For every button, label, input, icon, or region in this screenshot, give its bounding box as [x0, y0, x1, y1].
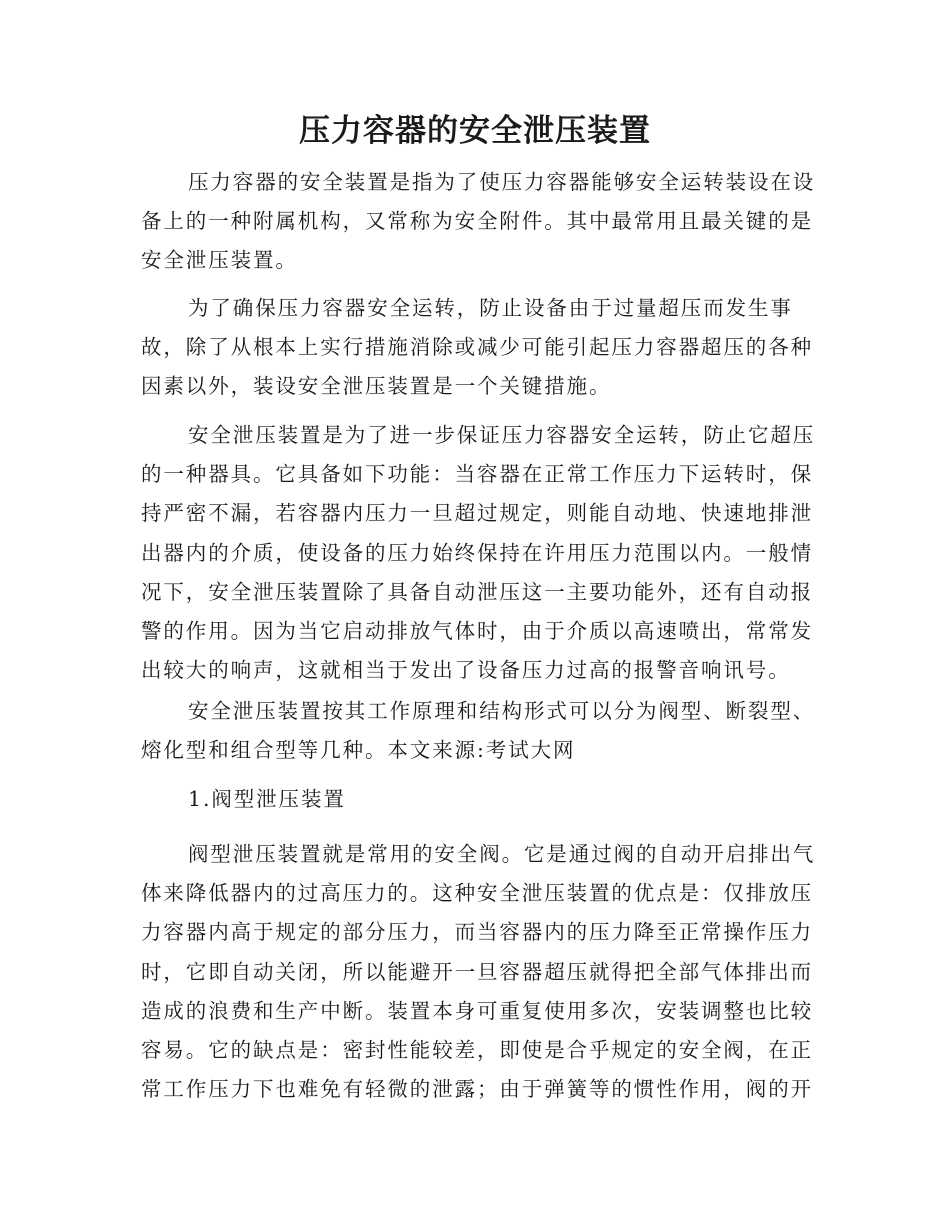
paragraph-line: 况下，安全泄压装置除了具备自动泄压这一主要功能外，还有自动报: [141, 579, 813, 604]
section-heading-text: 1.阀型泄压装置: [188, 787, 346, 811]
paragraph-line: 备上的一种附属机构，又常称为安全附件。其中最常用且最关键的是: [141, 209, 813, 234]
paragraph-3: [141, 416, 816, 690]
section-heading: [141, 780, 796, 819]
paragraph-line: 常工作压力下也难免有轻微的泄露；由于弹簧等的惯性作用，阀的开: [141, 1077, 813, 1102]
paragraph-line: 的一种器具。它具备如下功能：当容器在正常工作压力下运转时，保: [141, 462, 813, 487]
paragraph-line: 造成的浪费和生产中断。装置本身可重复使用多次，安装调整也比较: [141, 998, 813, 1023]
paragraph-4: [141, 692, 816, 770]
paragraph-line: 因素以外，装设安全泄压装置是一个关键措施。: [141, 374, 612, 399]
paragraph-1: [141, 163, 816, 281]
paragraph-line: 安全泄压装置按其工作原理和结构形式可以分为阀型、断裂型、: [188, 699, 816, 723]
paragraph-line: 安全泄压装置是为了进一步保证压力容器安全运转，防止它超压: [188, 423, 816, 447]
paragraph-line: 容易。它的缺点是：密封性能较差，即使是合乎规定的安全阀，在正: [141, 1038, 813, 1063]
paragraph-line: 持严密不漏，若容器内压力一旦超过规定，则能自动地、快速地排泄: [141, 501, 813, 526]
paragraph-line: 熔化型和组合型等几种。本文来源:考试大网: [141, 738, 576, 763]
paragraph-line: 体来降低器内的过高压力的。这种安全泄压装置的优点是：仅排放压: [141, 881, 813, 906]
paragraph-line: 警的作用。因为当它启动排放气体时，由于介质以高速喷出，常常发: [141, 619, 813, 644]
paragraph-line: 阀型泄压装置就是常用的安全阀。它是通过阀的自动开启排出气: [188, 842, 816, 866]
paragraph-line: 出较大的响声，这就相当于发出了设备压力过高的报警音响讯号。: [141, 658, 791, 683]
paragraph-line: 安全泄压装置。: [141, 248, 298, 273]
paragraph-line: 压力容器的安全装置是指为了使压力容器能够安全运转装设在设: [188, 170, 816, 194]
paragraph-6: [141, 835, 816, 1109]
paragraph-line: 出器内的介质，使设备的压力始终保持在许用压力范围以内。一般情: [141, 540, 813, 565]
paragraph-line: 时，它即自动关闭，所以能避开一旦容器超压就得把全部气体排出而: [141, 959, 813, 984]
paragraph-line: 为了确保压力容器安全运转，防止设备由于过量超压而发生事: [188, 296, 793, 320]
document-title: 压力容器的安全泄压装置: [299, 113, 651, 149]
paragraph-2: [141, 289, 813, 407]
paragraph-line: 力容器内高于规定的部分压力，而当容器内的压力降至正常操作压力: [141, 920, 813, 945]
paragraph-line: 故，除了从根本上实行措施消除或减少可能引起压力容器超压的各种: [141, 335, 813, 360]
